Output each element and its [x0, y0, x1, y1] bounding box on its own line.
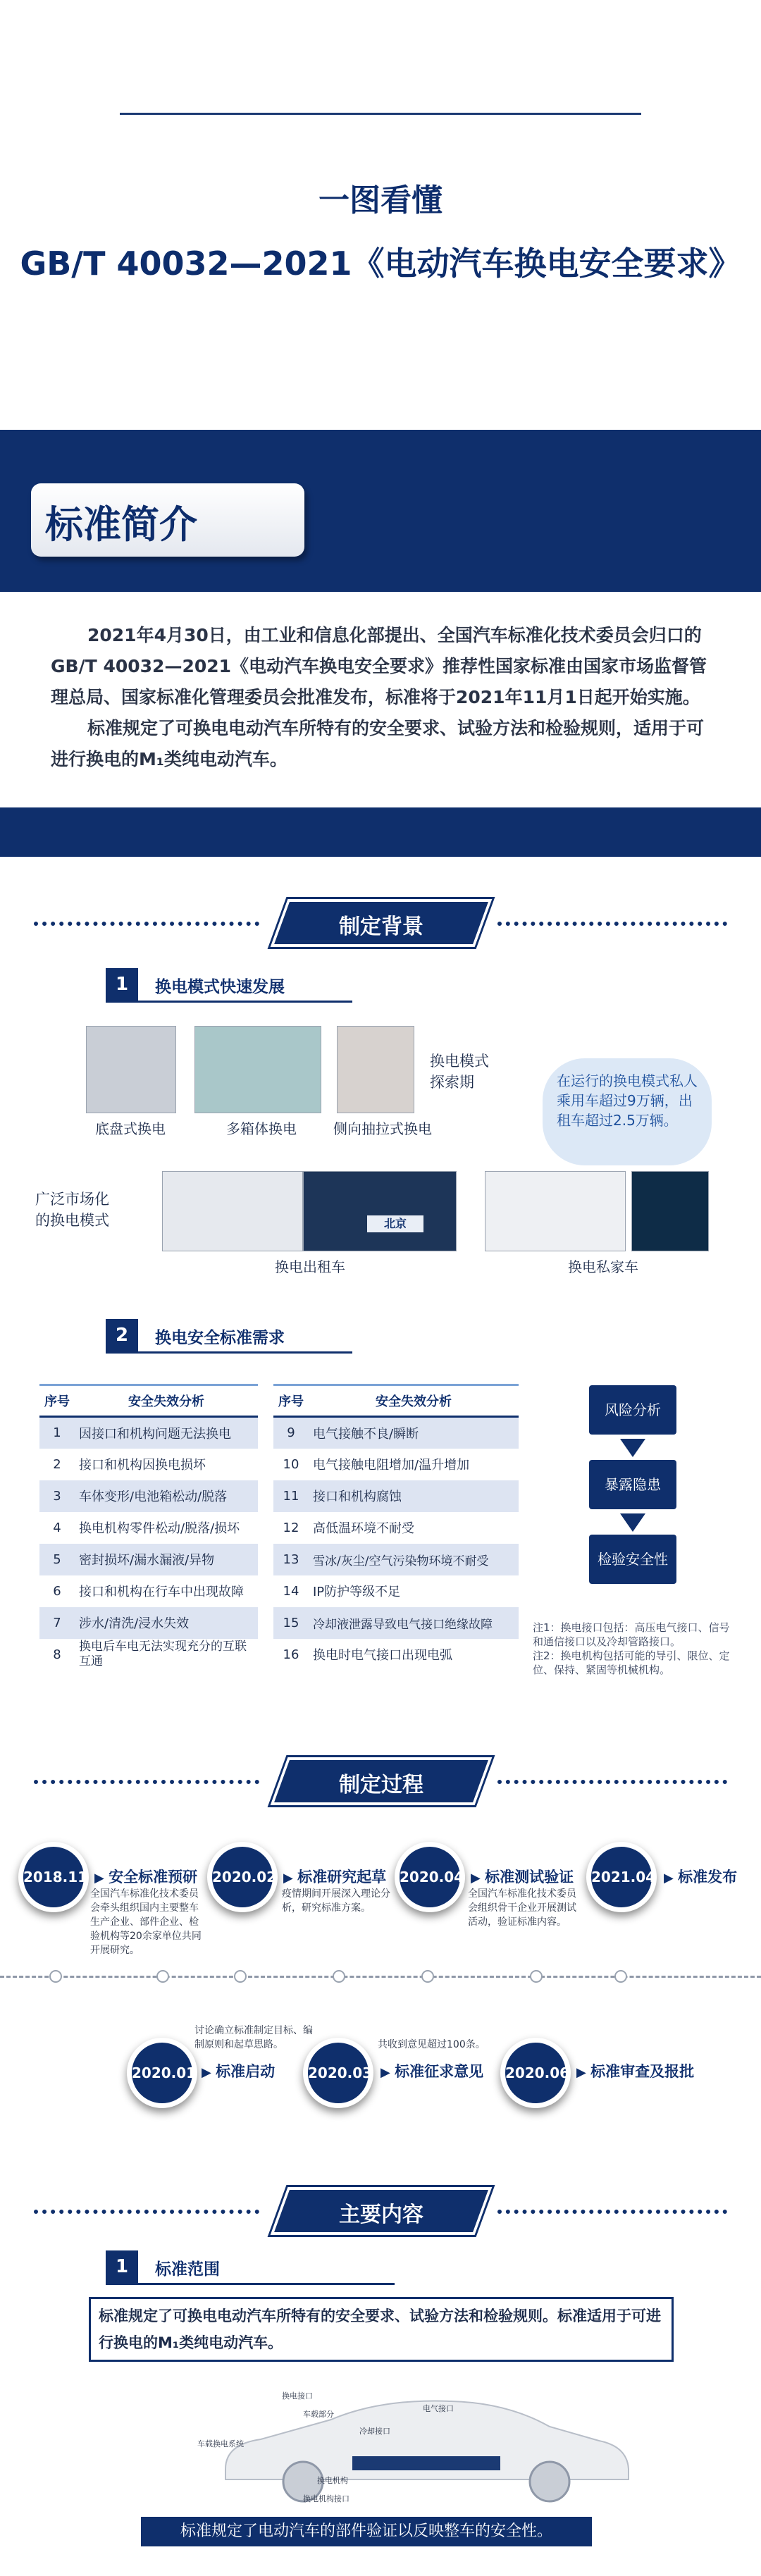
wheel-rear — [530, 2462, 569, 2501]
dots-left — [34, 922, 259, 926]
taxi-sign: 北京 — [367, 1215, 423, 1232]
milestone-circle: 2020.04 — [395, 1842, 465, 1912]
row-number: 15 — [273, 1607, 309, 1639]
milestone-circle: 2020.06 — [500, 2038, 571, 2108]
flow-risk-analysis: 风险分析 — [589, 1385, 676, 1435]
row-item: 高低温环境不耐受 — [313, 1521, 414, 1536]
row-item: 冷却液泄露导致电气接口绝缘故障 — [309, 1607, 519, 1639]
timeline-tick — [234, 1970, 247, 1983]
table-notes: 注1：换电接口包括：高压电气接口、信号和通信接口以及冷却管路接口。 注2：换电机构包括可能的导引、限位、定位、保持、紧固等机械机构。 — [533, 1621, 730, 1676]
caption: 侧向抽拉式换电 — [333, 1120, 432, 1137]
footer-caption: 标准规定了电动汽车的部件验证以反映整车的安全性。 — [141, 2517, 592, 2546]
row-number: 10 — [283, 1456, 299, 1472]
photo-side-swap — [337, 1026, 414, 1113]
row-item: 换电后车电无法实现充分的互联互通 — [79, 1640, 247, 1668]
photo-private — [485, 1171, 626, 1251]
table-row — [39, 1512, 258, 1544]
milestone-text: 疫情期间开展深入理论分析，研究标准方案。 — [282, 1888, 390, 1914]
battery-pack — [352, 2456, 500, 2470]
sub-underline — [106, 1001, 352, 1003]
section-header-process — [265, 1753, 490, 1809]
table-row — [273, 1512, 519, 1544]
caption: 多箱体换电 — [226, 1120, 297, 1137]
flow-expose: 暴露隐患 — [589, 1460, 676, 1509]
timeline-tick — [156, 1970, 169, 1983]
page-title-line1: 一图看懂 — [318, 182, 443, 218]
milestone-title: ▶ 标准测试验证 — [471, 1866, 574, 1887]
photo-multibox-swap — [194, 1026, 321, 1113]
sub-number: 2 — [106, 1319, 138, 1351]
table-row — [273, 1480, 519, 1512]
intro-heading: 标准简介 — [45, 502, 197, 547]
sub-title: 标准范围 — [155, 2260, 220, 2279]
milestone-text: 全国汽车标准化技术委员会组织骨干企业开展测试活动，验证标准内容。 — [468, 1888, 576, 1928]
milestone-circle: 2018.11 — [18, 1842, 89, 1912]
diagram-label: 电气接口 — [423, 2404, 454, 2413]
sub-number: 1 — [106, 2250, 138, 2283]
row-number: 16 — [283, 1647, 299, 1662]
timeline-tick — [333, 1970, 345, 1983]
risk-table-left — [39, 1384, 258, 1671]
milestone-title: ▶ 标准审查及报批 — [576, 2060, 694, 2081]
caption: 底盘式换电 — [95, 1120, 166, 1137]
intro-para1: 2021年4月30日，由工业和信息化部提出、全国汽车标准化技术委员会归口的GB/T 40032—2021《电动汽车换电安全要求》推荐性国家标准由国家市场监督管理总局、国家标准化管理委员会批准发布，标准将于2021年11月1日起开始实施。 — [51, 625, 707, 707]
section-title: 制定过程 — [339, 1773, 423, 1797]
section-title: 主要内容 — [339, 2203, 423, 2227]
intro-text — [51, 620, 713, 775]
sub-underline — [106, 1351, 352, 1354]
sub-title: 换电安全标准需求 — [155, 1329, 285, 1347]
row-item: 接口和机构腐蚀 — [309, 1480, 519, 1512]
row-item: IP防护等级不足 — [313, 1585, 401, 1599]
photo-private-map — [631, 1171, 709, 1251]
row-item: 车体变形/电池箱松动/脱落 — [75, 1480, 258, 1512]
explore-label: 换电模式 探索期 — [430, 1053, 489, 1091]
vehicle-diagram — [197, 2377, 648, 2511]
table-row — [273, 1575, 519, 1607]
row-item: 因接口和机构问题无法换电 — [75, 1417, 258, 1449]
row-number: 2 — [53, 1456, 61, 1472]
milestone-title: ▶ 安全标准预研 — [94, 1866, 197, 1887]
row-number: 5 — [39, 1544, 75, 1575]
row-item: 涉水/清洗/浸水失效 — [75, 1607, 258, 1639]
table-row — [39, 1607, 258, 1639]
section-header-background — [265, 895, 490, 951]
row-item: 电气接触不良/瞬断 — [309, 1417, 519, 1449]
diagram-label: 冷却接口 — [359, 2427, 390, 2436]
dots-right — [497, 1780, 727, 1784]
row-number: 4 — [53, 1520, 61, 1535]
dots-right — [497, 2210, 727, 2214]
row-number: 13 — [273, 1544, 309, 1575]
row-number: 3 — [39, 1480, 75, 1512]
risk-table-right — [273, 1384, 519, 1671]
timeline-tick — [614, 1970, 627, 1983]
milestone-title: ▶ 标准启动 — [202, 2060, 275, 2081]
diagram-label: 车载部分 — [303, 2410, 334, 2419]
row-item: 接口和机构在行车中出现故障 — [79, 1585, 244, 1599]
table-row — [273, 1607, 519, 1639]
row-item: 密封损坏/漏水漏液/异物 — [75, 1544, 258, 1575]
milestone-circle: 2020.02 — [207, 1842, 278, 1912]
section-title: 制定背景 — [339, 915, 423, 939]
table-row — [39, 1417, 258, 1449]
diagram-label: 车载换电系统 — [197, 2439, 244, 2448]
table-row — [39, 1639, 258, 1671]
col-item: 安全失效分析 — [75, 1385, 258, 1417]
row-number: 6 — [53, 1583, 61, 1599]
col-no: 序号 — [39, 1385, 75, 1417]
table-row — [39, 1449, 258, 1480]
row-item: 接口和机构因换电损坏 — [79, 1458, 206, 1473]
stats-text: 在运行的换电模式私人乘用车超过9万辆，出租车超过2.5万辆。 — [557, 1072, 698, 1129]
milestone-circle: 2020.01 — [127, 2038, 197, 2108]
diagram-label: 换电机构 — [317, 2476, 348, 2485]
row-item: 换电时电气接口出现电弧 — [313, 1648, 452, 1663]
table-row — [39, 1575, 258, 1607]
table-row — [39, 1544, 258, 1575]
photo-taxi-map — [303, 1171, 457, 1251]
scope-text: 标准规定了可换电电动汽车所特有的安全要求、试验方法和检验规则。标准适用于可进行换电的M₁类纯电动汽车。 — [99, 2308, 661, 2351]
timeline-axis — [0, 1976, 761, 1978]
photo-chassis-swap — [86, 1026, 176, 1113]
sub-underline — [106, 2283, 395, 2285]
row-number: 12 — [283, 1520, 299, 1535]
table-row — [273, 1639, 519, 1671]
intro-para2: 标准规定了可换电电动汽车所特有的安全要求、试验方法和检验规则，适用于可进行换电的M₁类纯电动汽车。 — [51, 718, 705, 769]
timeline-tick — [49, 1970, 62, 1983]
row-number: 9 — [273, 1417, 309, 1449]
sub-title: 换电模式快速发展 — [155, 978, 285, 996]
row-number: 11 — [273, 1480, 309, 1512]
section-header-content — [265, 2183, 490, 2239]
top-divider — [120, 113, 641, 115]
milestone-title: ▶ 标准研究起草 — [283, 1866, 386, 1887]
milestone-circle: 2021.04 — [586, 1842, 657, 1912]
table-row — [273, 1449, 519, 1480]
milestone-text: 共收到意见超过100条。 — [378, 2039, 485, 2050]
milestone-text: 全国汽车标准化技术委员会牵头组织国内主要整车生产企业、部件企业、检验机构等20余家单位共同开展研究。 — [90, 1888, 202, 1956]
row-number: 14 — [283, 1583, 299, 1599]
col-item: 安全失效分析 — [309, 1385, 519, 1417]
page-title-line2: GB/T 40032—2021《电动汽车换电安全要求》 — [20, 244, 741, 283]
diagram-label: 换电机构接口 — [303, 2494, 349, 2503]
table-row — [273, 1544, 519, 1575]
row-number: 8 — [53, 1647, 61, 1662]
sub-number: 1 — [106, 968, 138, 1001]
flow-arrow — [620, 1439, 645, 1457]
private-caption: 换电私家车 — [568, 1258, 638, 1275]
dots-left — [34, 1780, 259, 1784]
flow-verify: 检验安全性 — [589, 1535, 676, 1584]
row-number: 1 — [39, 1417, 75, 1449]
col-no: 序号 — [273, 1385, 309, 1417]
milestone-title: ▶ 标准征求意见 — [380, 2060, 483, 2081]
intro-bottom-band — [0, 807, 761, 857]
table-row — [39, 1480, 258, 1512]
timeline-tick — [421, 1970, 434, 1983]
row-item: 换电机构零件松动/脱落/损坏 — [79, 1521, 240, 1536]
flow-arrow — [620, 1513, 645, 1532]
table-row — [273, 1417, 519, 1449]
market-label: 广泛市场化 的换电模式 — [35, 1191, 109, 1229]
dots-right — [497, 922, 727, 926]
row-item: 电气接触电阻增加/温升增加 — [313, 1458, 470, 1473]
milestone-circle: 2020.03 — [303, 2038, 373, 2108]
timeline-tick — [530, 1970, 543, 1983]
diagram-label: 换电接口 — [282, 2391, 313, 2401]
dots-left — [34, 2210, 259, 2214]
photo-taxi — [162, 1171, 303, 1251]
row-item: 雪冰/灰尘/空气污染物环境不耐受 — [309, 1544, 519, 1575]
milestone-text: 讨论确立标准制定目标、编制原则和起草思路。 — [194, 2025, 313, 2050]
milestone-title: ▶ 标准发布 — [664, 1866, 737, 1887]
row-number: 7 — [39, 1607, 75, 1639]
taxi-caption: 换电出租车 — [275, 1258, 345, 1275]
